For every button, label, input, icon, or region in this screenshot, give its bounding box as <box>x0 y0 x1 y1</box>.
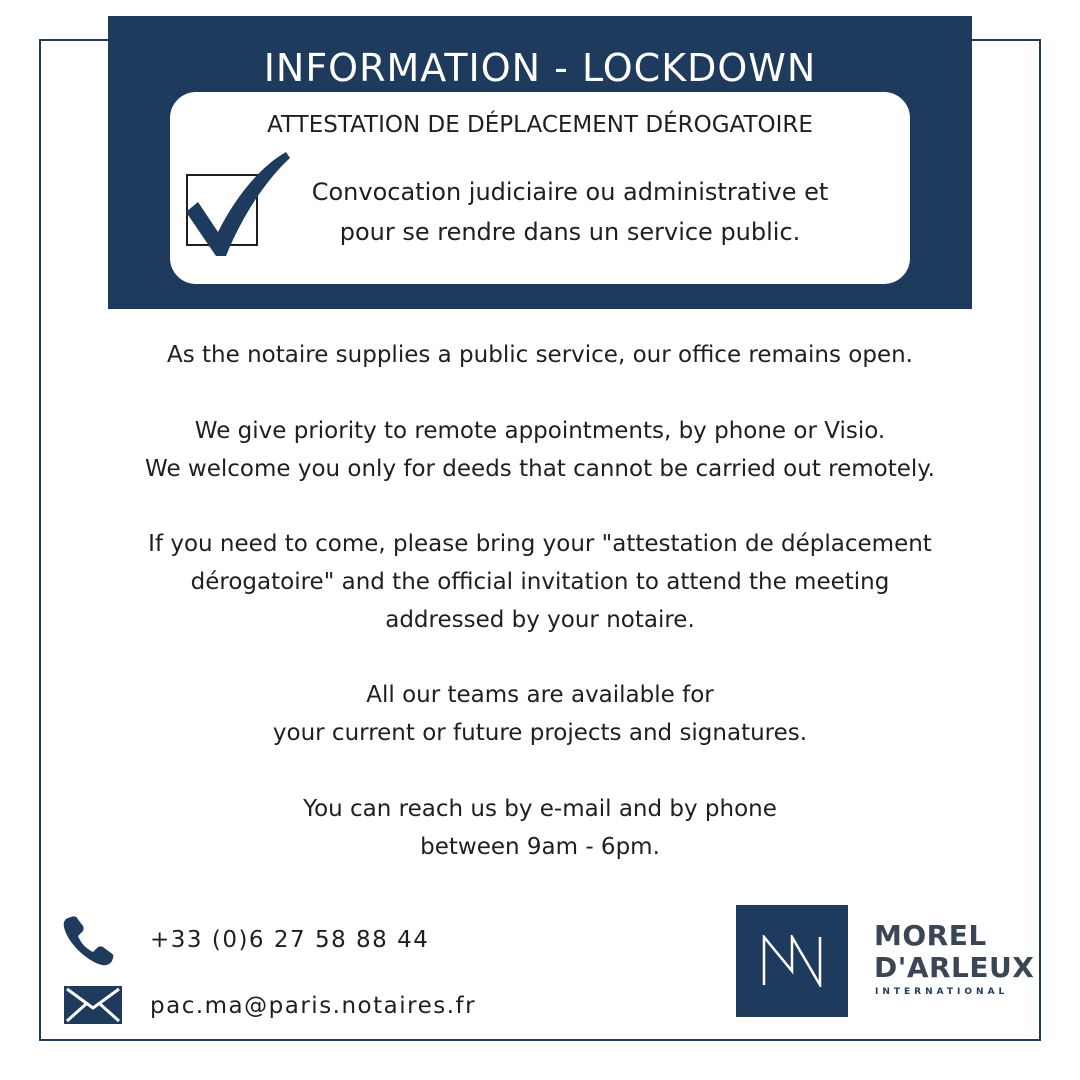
paragraph-line: If you need to come, please bring your "attestation de déplacement <box>148 531 932 557</box>
logo-wordmark <box>874 920 1034 984</box>
paragraph-line: your current or future projects and signatures. <box>272 720 808 746</box>
paragraph-reach-us <box>60 790 1020 866</box>
logo-m-icon <box>758 935 826 987</box>
envelope-icon <box>64 986 122 1024</box>
paragraph-teams-available <box>60 676 1020 752</box>
paragraph-line: We welcome you only for deeds that cannot be carried out remotely. <box>145 456 935 482</box>
paragraph-remote <box>60 412 1020 488</box>
logo-line1: MOREL <box>874 919 987 952</box>
header-banner <box>108 16 972 309</box>
email-address[interactable]: pac.ma@paris.notaires.fr <box>150 993 477 1019</box>
logo-line2: D'ARLEUX <box>874 951 1035 984</box>
paragraph-bring-documents <box>60 525 1020 639</box>
card-heading: ATTESTATION DE DÉPLACEMENT DÉROGATOIRE <box>267 112 813 138</box>
paragraph-line: We give priority to remote appointments, by phone or Visio. <box>194 418 886 444</box>
phone-icon <box>62 914 116 968</box>
header-title: INFORMATION - LOCKDOWN <box>263 46 817 90</box>
paragraph-line: You can reach us by e-mail and by phone <box>303 796 777 822</box>
paragraph-office-open <box>60 336 1020 374</box>
paragraph-line: All our teams are available for <box>366 682 714 708</box>
card-text <box>270 172 870 252</box>
paragraph-line: addressed by your notaire. <box>385 607 695 633</box>
card-text-line2: pour se rendre dans un service public. <box>339 218 801 246</box>
logo-mark <box>736 905 848 1017</box>
card-text-line1: Convocation judiciaire ou administrative et <box>311 178 829 206</box>
attestation-card <box>170 92 910 284</box>
logo-subtitle: INTERNATIONAL <box>875 987 1009 997</box>
phone-number[interactable]: +33 (0)6 27 58 88 44 <box>150 927 430 953</box>
paragraph-line: dérogatoire" and the official invitation to attend the meeting <box>190 569 890 595</box>
paragraph-line: between 9am - 6pm. <box>420 834 660 860</box>
paragraph-line: As the notaire supplies a public service, our office remains open. <box>167 342 913 368</box>
